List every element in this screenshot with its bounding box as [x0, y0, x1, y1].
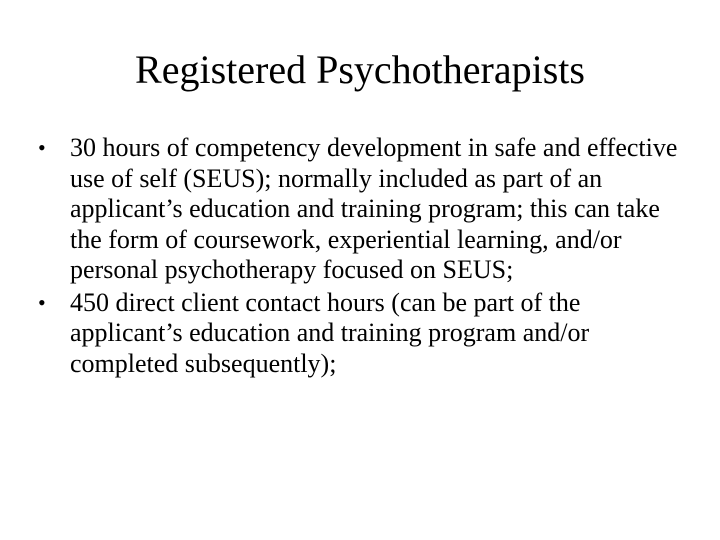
bullet-item	[38, 288, 688, 380]
bullet-text: 450 direct client contact hours (can be part of the applicant’s education and training program and/or completed subsequently);	[70, 287, 590, 378]
slide-title: Registered Psychotherapists	[135, 47, 585, 92]
bullet-text: 30 hours of competency development in safe and effective use of self (SEUS); normally included as part of an applicant’s education and training program; this can take the form of coursework, experiential learning, and/or personal psychotherapy focused on SEUS;	[70, 133, 678, 284]
bullet-dot-icon: •	[38, 289, 46, 315]
bullet-dot-icon: •	[38, 135, 46, 160]
bullet-item	[38, 133, 688, 286]
bullet-list	[38, 133, 688, 381]
